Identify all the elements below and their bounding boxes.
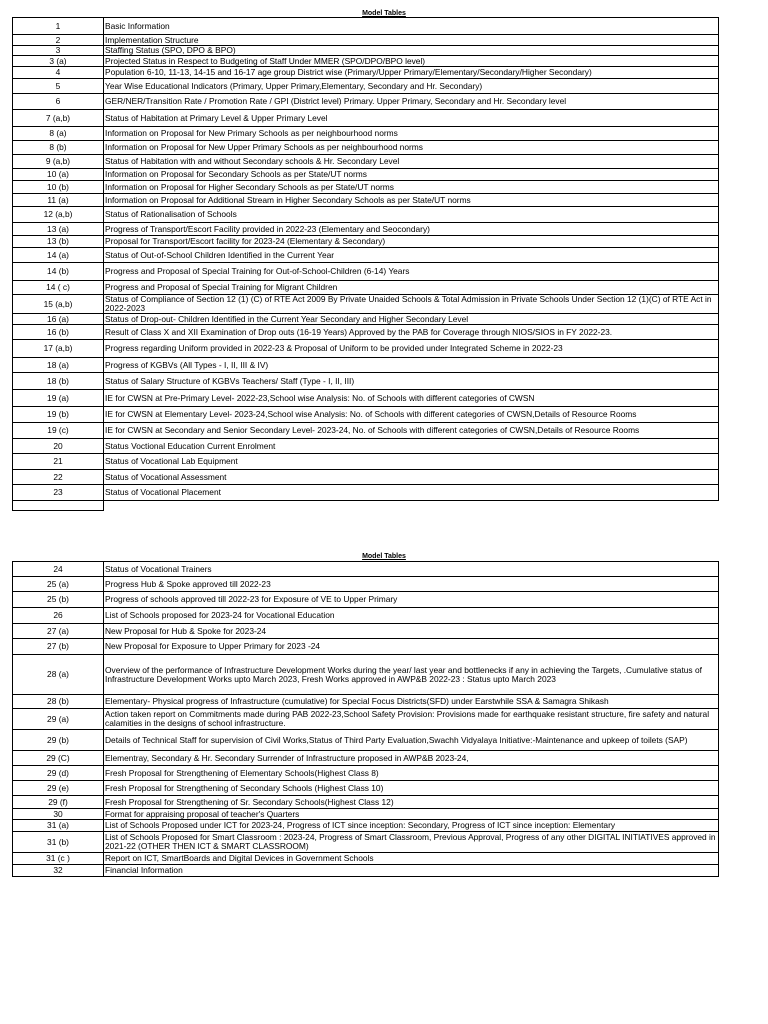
- table-description-cell: Status of Vocational Placement: [104, 485, 719, 501]
- table-number-cell: 13 (a): [13, 223, 104, 236]
- table-number-cell: 30: [13, 809, 104, 820]
- table-description-cell: New Proposal for Exposure to Upper Primary for 2023 -24: [104, 639, 719, 655]
- table-description-cell: IE for CWSN at Secondary and Senior Secondary Level- 2023-24, No. of Schools with different categories of CWSN,Details of Resource Rooms: [104, 423, 719, 439]
- table-number-cell: 29 (e): [13, 781, 104, 796]
- table-row: [13, 577, 719, 592]
- model-tables-list-2: [12, 561, 719, 877]
- table-number-cell: 23: [13, 485, 104, 501]
- table-number-cell: 8 (b): [13, 141, 104, 155]
- table-number-cell: 8 (a): [13, 127, 104, 141]
- table-number-cell: 26: [13, 608, 104, 624]
- table-row: [13, 751, 719, 766]
- table-number-cell: 6: [13, 94, 104, 110]
- table-number-cell: 21: [13, 454, 104, 470]
- table-row: [13, 832, 719, 853]
- table-description-cell: Financial Information: [104, 865, 719, 877]
- table-number-cell: 27 (a): [13, 624, 104, 639]
- table-description-cell: Format for appraising proposal of teacher's Quarters: [104, 809, 719, 820]
- table-description-cell: Progress regarding Uniform provided in 2022-23 & Proposal of Uniform to be provided under Integrated Scheme in 2022-23: [104, 340, 719, 358]
- table-description-cell: Details of Technical Staff for supervision of Civil Works,Status of Third Party Evaluation,Swachh Vidyalaya Initiative:-Maintenance and upkeep of toilets (SAP): [104, 730, 719, 751]
- table-number-cell: 14 (a): [13, 248, 104, 263]
- table-row: [13, 865, 719, 877]
- table-description-cell: List of Schools Proposed under ICT for 2023-24, Progress of ICT since inception: Secondary, Progress of ICT since inception: Elementary: [104, 820, 719, 832]
- table-description-cell: Progress and Proposal of Special Training for Migrant Children: [104, 281, 719, 295]
- table-description-cell: Information on Proposal for New Primary Schools as per neighbourhood norms: [104, 127, 719, 141]
- table-description-cell: Status of Compliance of Section 12 (1) (C) of RTE Act 2009 By Private Unaided Schools & Total Admission in Private Schools Under Section 12 (1)(C) of RTE Act in 2022-2023: [104, 295, 719, 314]
- table-description-cell: Basic Information: [104, 18, 719, 35]
- table-description-cell: Elementary- Physical progress of Infrastructure (cumulative) for Special Focus Districts(SFD) under Earstwhile SSA & Samagra Shikash: [104, 695, 719, 709]
- table-description-cell: Status of Out-of-School Children Identified in the Current Year: [104, 248, 719, 263]
- table-number-cell: 12 (a,b): [13, 207, 104, 223]
- table-row: [13, 194, 719, 207]
- table-number-cell: 28 (b): [13, 695, 104, 709]
- table-row: [13, 340, 719, 358]
- table-description-cell: Status of Vocational Trainers: [104, 562, 719, 577]
- table-description-cell: Status of Habitation at Primary Level & Upper Primary Level: [104, 110, 719, 127]
- table-description-cell: New Proposal for Hub & Spoke for 2023-24: [104, 624, 719, 639]
- table-number-cell: 5: [13, 79, 104, 94]
- table-row: [13, 781, 719, 796]
- table-row: [13, 281, 719, 295]
- table-number-cell: 25 (b): [13, 592, 104, 608]
- table-row: [13, 223, 719, 236]
- table-row: [13, 454, 719, 470]
- table-number-cell: 2: [13, 35, 104, 46]
- table-row: [13, 470, 719, 485]
- table-description-cell: Staffing Status (SPO, DPO & BPO): [104, 46, 719, 56]
- table-description-cell: Progress Hub & Spoke approved till 2022-23: [104, 577, 719, 592]
- table-description-cell: Progress of Transport/Escort Facility provided in 2022-23 (Elementary and Seocondary): [104, 223, 719, 236]
- table-description-cell: IE for CWSN at Pre-Primary Level- 2022-23,School wise Analysis: No. of Schools with different categories of CWSN: [104, 390, 719, 407]
- table-description-cell: Population 6-10, 11-13, 14-15 and 16-17 age group District wise (Primary/Upper Primary/Elementary/Secondary/Higher Secondary): [104, 67, 719, 79]
- table-row: [13, 373, 719, 390]
- table-row: [13, 809, 719, 820]
- table-number-cell: 17 (a,b): [13, 340, 104, 358]
- table-row: [13, 358, 719, 373]
- table-row: [13, 207, 719, 223]
- table-description-cell: Information on Proposal for New Upper Primary Schools as per neighbourhood norms: [104, 141, 719, 155]
- table-row: [13, 127, 719, 141]
- table-description-cell: Status of Rationalisation of Schools: [104, 207, 719, 223]
- table-row: [13, 624, 719, 639]
- page1-caption: Model Tables: [362, 10, 406, 17]
- table-description-cell: Result of Class X and XII Examination of Drop outs (16-19 Years) Approved by the PAB for Coverage through NIOS/SIOS in FY 2022-23.: [104, 325, 719, 340]
- table-number-cell: 20: [13, 439, 104, 454]
- table-row: [13, 181, 719, 194]
- table-number-cell: 29 (a): [13, 709, 104, 730]
- table-row: [13, 390, 719, 407]
- table-description-cell: Status Voctional Education Current Enrolment: [104, 439, 719, 454]
- table-row: [13, 439, 719, 454]
- table-description-cell: IE for CWSN at Elementary Level- 2023-24,School wise Analysis: No. of Schools with different categories of CWSN,Details of Resource Rooms: [104, 407, 719, 423]
- table-row: [13, 79, 719, 94]
- table-number-cell: 31 (a): [13, 820, 104, 832]
- table-description-cell: [104, 501, 719, 511]
- table-number-cell: 15 (a,b): [13, 295, 104, 314]
- table-number-cell: 3: [13, 46, 104, 56]
- table-number-cell: 19 (b): [13, 407, 104, 423]
- table-row: [13, 639, 719, 655]
- table-description-cell: Implementation Structure: [104, 35, 719, 46]
- table-row: [13, 407, 719, 423]
- table-number-cell: 3 (a): [13, 56, 104, 67]
- table-number-cell: 29 (b): [13, 730, 104, 751]
- table-row: [13, 236, 719, 248]
- table-row: [13, 18, 719, 35]
- table-description-cell: Fresh Proposal for Strengthening of Elementary Schools(Highest Class 8): [104, 766, 719, 781]
- table-description-cell: Action taken report on Commitments made during PAB 2022-23,School Safety Provision: Provisions made for earthquake resistant structure, fire safety and natural calamities in the designs of school infrastructure.: [104, 709, 719, 730]
- table-description-cell: List of Schools Proposed for Smart Classroom : 2023-24, Progress of Smart Classroom, Previous Approval, Progress of any other DIGITAL INITIATIVES approved in 2021-22 (OTHER THEN ICT & SMART CLASSROOM): [104, 832, 719, 853]
- table-row: [13, 169, 719, 181]
- table-row: [13, 94, 719, 110]
- table-number-cell: 10 (a): [13, 169, 104, 181]
- table-description-cell: Information on Proposal for Higher Secondary Schools as per State/UT norms: [104, 181, 719, 194]
- table-row: [13, 608, 719, 624]
- table-number-cell: 13 (b): [13, 236, 104, 248]
- table-number-cell: 11 (a): [13, 194, 104, 207]
- table-number-cell: 14 ( c): [13, 281, 104, 295]
- table-description-cell: Projected Status in Respect to Budgeting of Staff Under MMER (SPO/DPO/BPO level): [104, 56, 719, 67]
- table-row: [13, 820, 719, 832]
- table-number-cell: 24: [13, 562, 104, 577]
- table-description-cell: Year Wise Educational Indicators (Primary, Upper Primary,Elementary, Secondary and Hr. Secondary): [104, 79, 719, 94]
- table-number-cell: 7 (a,b): [13, 110, 104, 127]
- table-description-cell: Overview of the performance of Infrastructure Development Works during the year/ last year and bottlenecks if any in achieving the Targets, .Cumulative status of Infrastructure Development Works upto March 2023, Fresh Works approved in AWP&B 2022-23 : Status upto March 2023: [104, 655, 719, 695]
- table-description-cell: Status of Vocational Assessment: [104, 470, 719, 485]
- table-description-cell: List of Schools proposed for 2023-24 for Vocational Education: [104, 608, 719, 624]
- table-number-cell: 32: [13, 865, 104, 877]
- table-number-cell: 19 (c): [13, 423, 104, 439]
- model-tables-list-1: [12, 17, 719, 511]
- table-number-cell: [13, 501, 104, 511]
- table-row: [13, 562, 719, 577]
- table-row: [13, 709, 719, 730]
- table-number-cell: 19 (a): [13, 390, 104, 407]
- table-row: [13, 796, 719, 809]
- table-description-cell: Status of Habitation with and without Secondary schools & Hr. Secondary Level: [104, 155, 719, 169]
- table-number-cell: 18 (b): [13, 373, 104, 390]
- table-row: [13, 853, 719, 865]
- table-number-cell: 25 (a): [13, 577, 104, 592]
- table-number-cell: 14 (b): [13, 263, 104, 281]
- table-number-cell: 9 (a,b): [13, 155, 104, 169]
- table-number-cell: 29 (C): [13, 751, 104, 766]
- table-number-cell: 29 (f): [13, 796, 104, 809]
- table-row: [13, 110, 719, 127]
- table-description-cell: Proposal for Transport/Escort facility for 2023-24 (Elementary & Secondary): [104, 236, 719, 248]
- table-description-cell: Progress and Proposal of Special Training for Out-of-School-Children (6-14) Years: [104, 263, 719, 281]
- table-number-cell: 10 (b): [13, 181, 104, 194]
- table-row: [13, 592, 719, 608]
- table-description-cell: GER/NER/Transition Rate / Promotion Rate / GPI (District level) Primary. Upper Primary, Secondary and Hr. Secondary level: [104, 94, 719, 110]
- table-row: [13, 423, 719, 439]
- table-description-cell: Elementray, Secondary & Hr. Secondary Surrender of Infrastructure proposed in AWP&B 2023-24,: [104, 751, 719, 766]
- table-row: [13, 766, 719, 781]
- table-row: [13, 695, 719, 709]
- table-row: [13, 141, 719, 155]
- page2-caption: Model Tables: [362, 553, 406, 560]
- table-row: [13, 314, 719, 325]
- table-number-cell: 31 (b): [13, 832, 104, 853]
- table-number-cell: 31 (c ): [13, 853, 104, 865]
- table-number-cell: 16 (b): [13, 325, 104, 340]
- table-number-cell: 28 (a): [13, 655, 104, 695]
- table-description-cell: Status of Salary Structure of KGBVs Teachers/ Staff (Type - I, II, III): [104, 373, 719, 390]
- table-row: [13, 155, 719, 169]
- table-number-cell: 22: [13, 470, 104, 485]
- table-number-cell: 29 (d): [13, 766, 104, 781]
- table-description-cell: Progress of schools approved till 2022-23 for Exposure of VE to Upper Primary: [104, 592, 719, 608]
- table-row: [13, 46, 719, 56]
- table-row: [13, 295, 719, 314]
- table-description-cell: Report on ICT, SmartBoards and Digital Devices in Government Schools: [104, 853, 719, 865]
- table-row: [13, 35, 719, 46]
- table-description-cell: Progress of KGBVs (All Types - I, II, III & IV): [104, 358, 719, 373]
- table-row: [13, 263, 719, 281]
- table-description-cell: Fresh Proposal for Strengthening of Sr. Secondary Schools(Highest Class 12): [104, 796, 719, 809]
- table-row: [13, 730, 719, 751]
- table-description-cell: Status of Vocational Lab Equipment: [104, 454, 719, 470]
- table-row: [13, 67, 719, 79]
- table-number-cell: 27 (b): [13, 639, 104, 655]
- table-row: [13, 655, 719, 695]
- table-number-cell: 4: [13, 67, 104, 79]
- table-row: [13, 325, 719, 340]
- table-description-cell: Fresh Proposal for Strengthening of Secondary Schools (Highest Class 10): [104, 781, 719, 796]
- table-number-cell: 18 (a): [13, 358, 104, 373]
- table-description-cell: Information on Proposal for Secondary Schools as per State/UT norms: [104, 169, 719, 181]
- table-number-cell: 1: [13, 18, 104, 35]
- table-row: [13, 501, 719, 511]
- table-row: [13, 248, 719, 263]
- table-number-cell: 16 (a): [13, 314, 104, 325]
- table-description-cell: Information on Proposal for Additional Stream in Higher Secondary Schools as per State/UT norms: [104, 194, 719, 207]
- table-description-cell: Status of Drop-out- Children Identified in the Current Year Secondary and Higher Secondary Level: [104, 314, 719, 325]
- table-row: [13, 485, 719, 501]
- table-row: [13, 56, 719, 67]
